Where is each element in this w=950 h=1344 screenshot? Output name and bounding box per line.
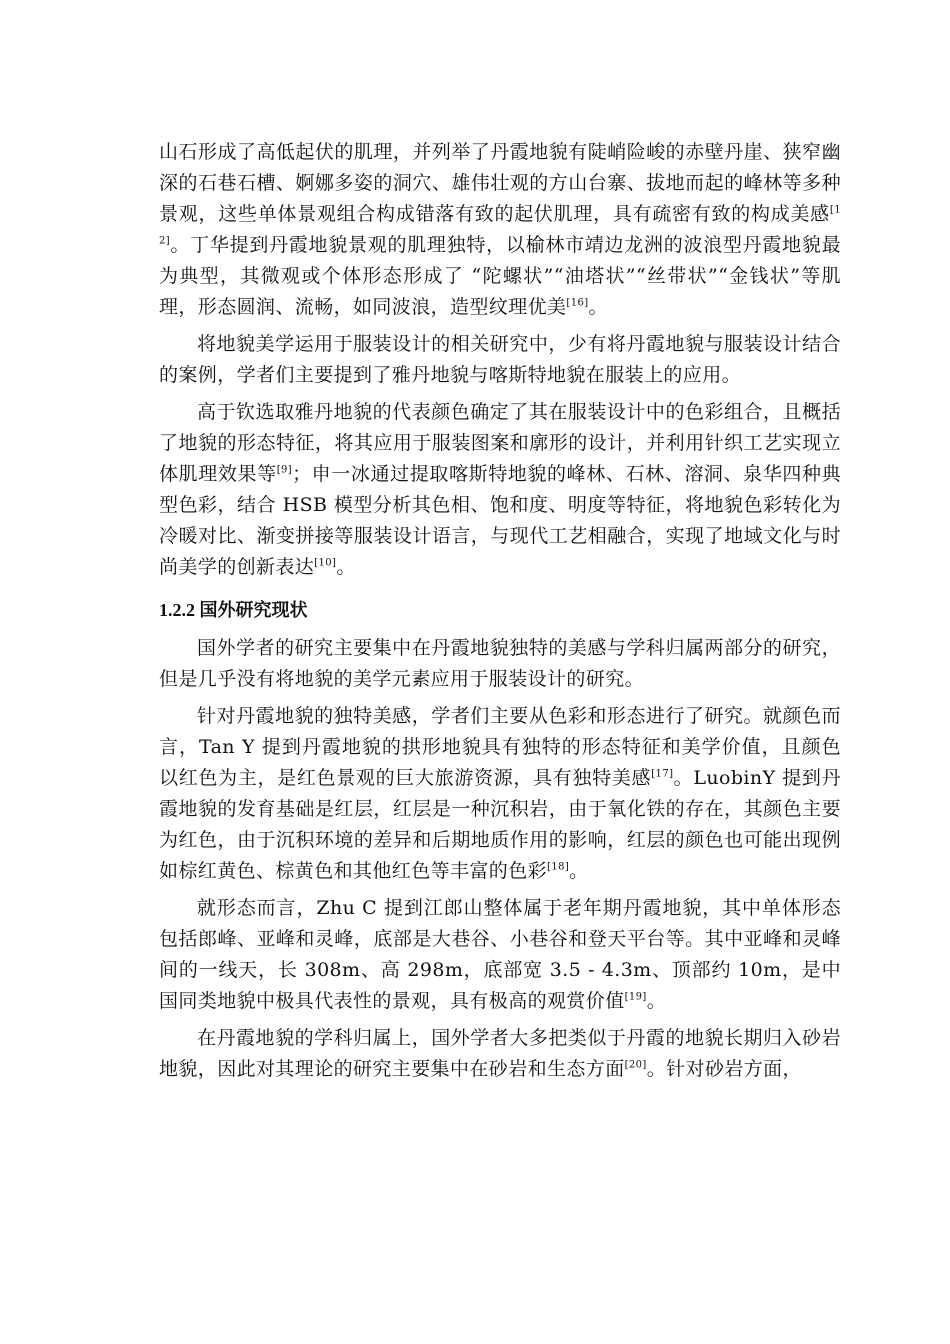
- paragraph-2: [159, 329, 841, 391]
- paragraph-3: [159, 397, 841, 583]
- paragraph-6: [159, 893, 841, 1017]
- citation-10: [10]: [314, 557, 337, 569]
- citation-20: [20]: [624, 1059, 647, 1071]
- paragraph-4: [159, 633, 841, 695]
- text-span: 。: [646, 990, 667, 1012]
- citation-19: [19]: [624, 991, 647, 1003]
- text-span: 。: [569, 860, 589, 882]
- paragraph-1: [159, 137, 841, 323]
- text-span: 高于钦选取雅丹地貌的代表颜色确定了其在服装设计中的色彩组合，且概括了地貌的形态特征，将其应用于服装图案和廓形的设计，并利用针织工艺实现立体肌理效果等: [159, 401, 841, 485]
- body-text: [159, 137, 841, 1085]
- citation-16: [16]: [566, 297, 589, 309]
- text-span: 将地貌美学运用于服装设计的相关研究中，少有将丹霞地貌与服装设计结合的案例，学者们主要提到了雅丹地貌与喀斯特地貌在服装上的应用。: [159, 333, 841, 386]
- text-span: 。: [588, 296, 608, 318]
- text-span: 山石形成了高低起伏的肌理，并列举了丹霞地貌有陡峭险峻的赤壁丹崖、狭窄幽深的石巷石槽、婀娜多姿的洞穴、雄伟壮观的方山台寨、拔地而起的峰林等多种景观，这些单体景观组合构成错落有致的起伏肌理，具有疏密有致的构成美感: [159, 141, 841, 225]
- text-span: ；申一冰通过提取喀斯特地貌的峰林、石林、溶洞、泉华四种典型色彩，结合 HSB 模型分析其色相、饱和度、明度等特征，将地貌色彩转化为冷暖对比、渐变拼接等服装设计语言，与现代工艺相融合，实现了地域文化与时尚美学的创新表达: [159, 463, 842, 578]
- paragraph-7: [159, 1023, 841, 1085]
- citation-9: [9]: [276, 464, 293, 476]
- text-span: 。LuobinY 提到丹霞地貌的发育基础是红层，红层是一种沉积岩，由于氧化铁的存在，其颜色主要为红色，由于沉积环境的差异和后期地质作用的影响，红层的颜色也可能出现例如棕红黄色、棕黄色和其他红色等丰富的色彩: [159, 767, 841, 882]
- text-span: 就形态而言，Zhu C 提到江郎山整体属于老年期丹霞地貌，其中单体形态包括郎峰、亚峰和灵峰，底部是大巷谷、小巷谷和登天平台等。其中亚峰和灵峰间的一线天，长 308m、高 298m，底部宽 3.5 - 4.3m、顶部约 10m，是中国同类地貌中极具代表性的景观，具有极高的观赏价值: [159, 897, 841, 1012]
- section-heading: 1.2.2 国外研究现状: [159, 600, 308, 620]
- text-span: 。针对砂岩方面，: [646, 1058, 802, 1080]
- citation-18: [18]: [547, 861, 570, 873]
- text-span: 。丁华提到丹霞地貌景观的肌理独特，以榆林市靖边龙洲的波浪型丹霞地貌最为典型，其微观或个体形态形成了 “陀螺状”“油塔状”“丝带状”“金钱状”等肌理，形态圆润、流畅，如同波浪，造型纹理优美: [159, 234, 841, 318]
- text-span: 国外学者的研究主要集中在丹霞地貌独特的美感与学科归属两部分的研究，但是几乎没有将地貌的美学元素应用于服装设计的研究。: [159, 637, 841, 690]
- paragraph-5: [159, 701, 841, 887]
- citation-12: [12]: [159, 204, 841, 247]
- text-span: 在丹霞地貌的学科归属上，国外学者大多把类似于丹霞的地貌长期归入砂岩地貌，因此对其理论的研究主要集中在砂岩和生态方面: [159, 1027, 841, 1080]
- text-span: 针对丹霞地貌的独特美感，学者们主要从色彩和形态进行了研究。就颜色而言，Tan Y 提到丹霞地貌的拱形地貌具有独特的形态特征和美学价值，且颜色以红色为主，是红色景观的巨大旅游资源，具有独特美感: [159, 705, 841, 789]
- citation-17: [17]: [651, 768, 674, 780]
- text-span: 。: [336, 556, 356, 578]
